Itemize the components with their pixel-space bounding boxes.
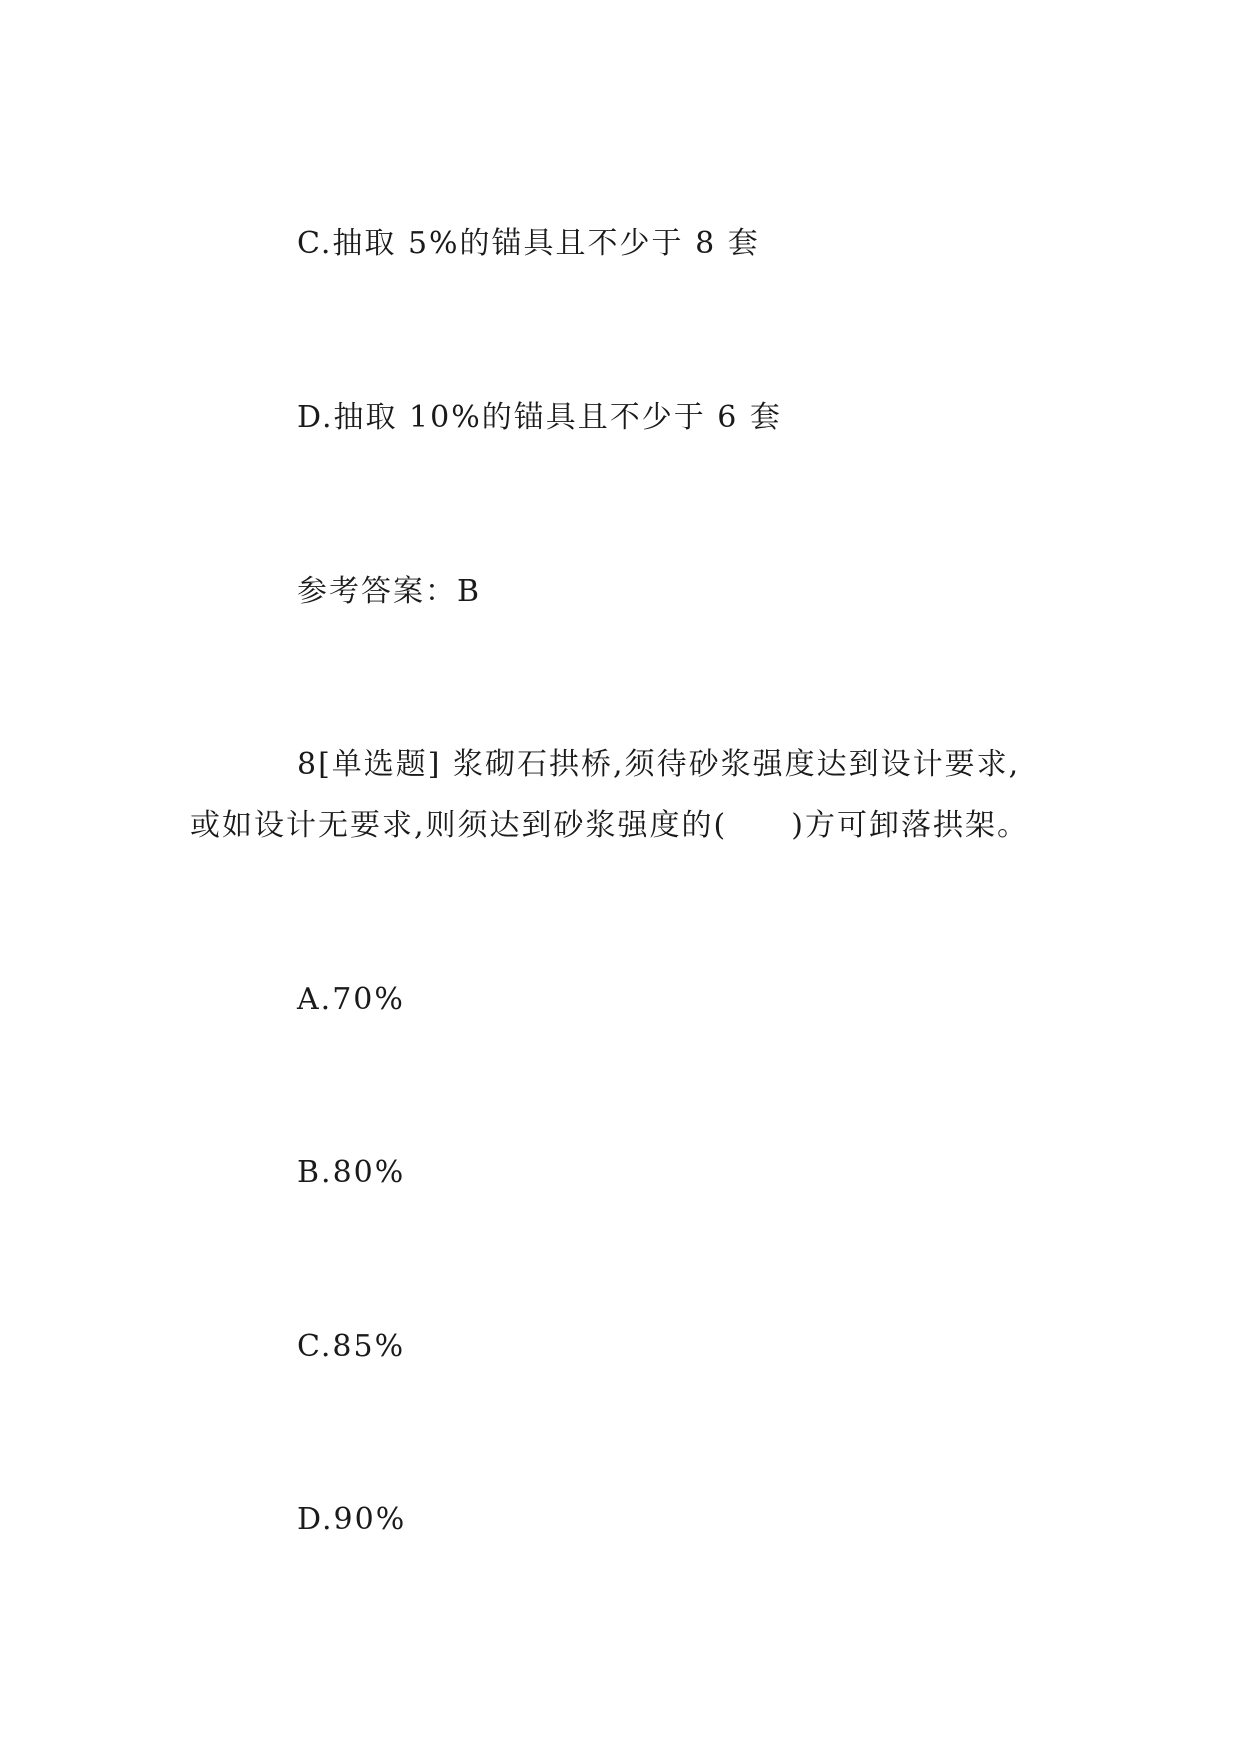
prev-option-c: C.抽取 5%的锚具且不少于 8 套	[297, 226, 760, 261]
prev-answer: 参考答案：B	[297, 574, 482, 609]
prev-option-d: D.抽取 10%的锚具且不少于 6 套	[297, 400, 782, 435]
question-8-stem-line2: 或如设计无要求,则须达到砂浆强度的( )方可卸落拱架。	[190, 808, 1029, 843]
question-8-stem-line1: 8[单选题] 浆砌石拱桥,须待砂浆强度达到设计要求,	[297, 747, 1021, 782]
question-8-option-a: A.70%	[297, 982, 405, 1017]
question-8-option-b: B.80%	[297, 1155, 406, 1190]
question-8-option-d: D.90%	[297, 1502, 407, 1537]
question-8-option-c: C.85%	[297, 1329, 406, 1364]
